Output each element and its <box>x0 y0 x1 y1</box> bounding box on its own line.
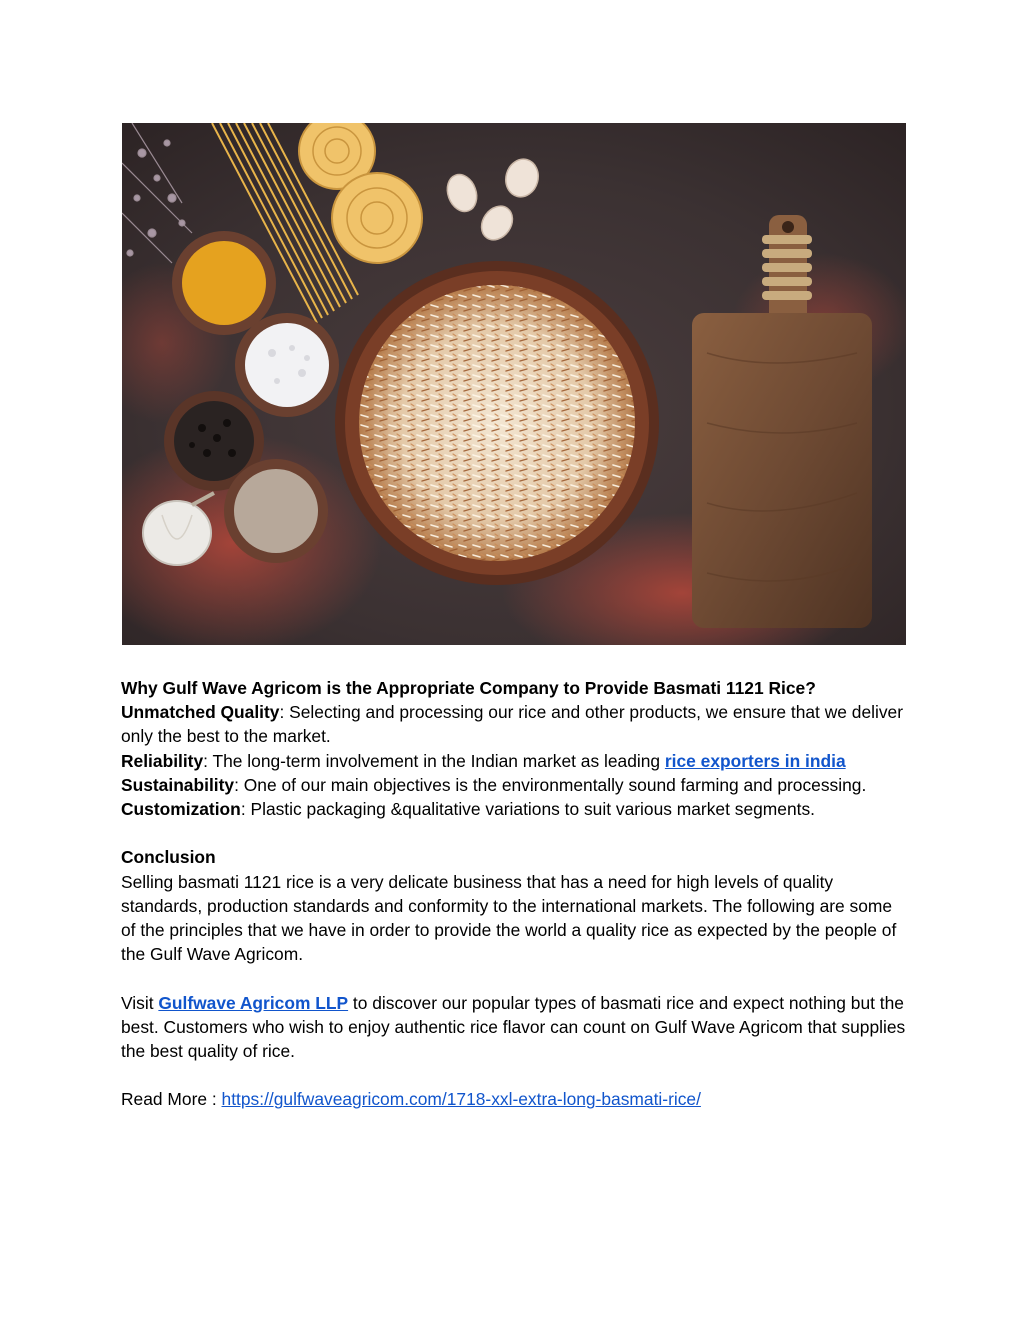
gulfwave-agricom-link[interactable]: Gulfwave Agricom LLP <box>158 992 349 1013</box>
section-heading: Why Gulf Wave Agricom is the Appropriate Company to Provide Basmati 1121 Rice? <box>121 678 816 698</box>
point-unmatched-quality: Unmatched Quality: Selecting and processing our rice and other products, we ensure that we deliver only the best to the market. <box>121 702 903 747</box>
rice-exporters-link[interactable]: rice exporters in india <box>664 750 846 771</box>
point-sustainability: Sustainability: One of our main objectives is the environmentally sound farming and processing. <box>121 774 867 795</box>
visit-paragraph: Visit Gulfwave Agricom LLP to discover our popular types of basmati rice and expect nothing but the best. Customers who wish to enjoy authentic rice flavor can count on Gulf Wave Agricom that supplies the best quality of rice. <box>121 992 906 1062</box>
point-reliability: Reliability: The long-term involvement in the Indian market as leading rice exporters in india <box>121 750 846 771</box>
conclusion-heading: Conclusion <box>121 847 216 868</box>
article-body <box>121 676 911 1112</box>
hero-food-photo <box>122 123 906 645</box>
conclusion-paragraph: Selling basmati 1121 rice is a very delicate business that has a need for high levels of quality standards, production standards and conformity to the international markets. The following are some of the principles that we have in order to provide the world a quality rice as expected by the people of the Gulf Wave Agricom. <box>121 871 897 965</box>
read-more-link[interactable]: https://gulfwaveagricom.com/1718-xxl-extra-long-basmati-rice/ <box>221 1089 701 1110</box>
read-more-line: Read More : https://gulfwaveagricom.com/1718-xxl-extra-long-basmati-rice/ <box>121 1089 701 1110</box>
rice-spread-illustration <box>122 123 906 645</box>
point-customization: Customization: Plastic packaging &qualitative variations to suit various market segments. <box>121 799 815 820</box>
